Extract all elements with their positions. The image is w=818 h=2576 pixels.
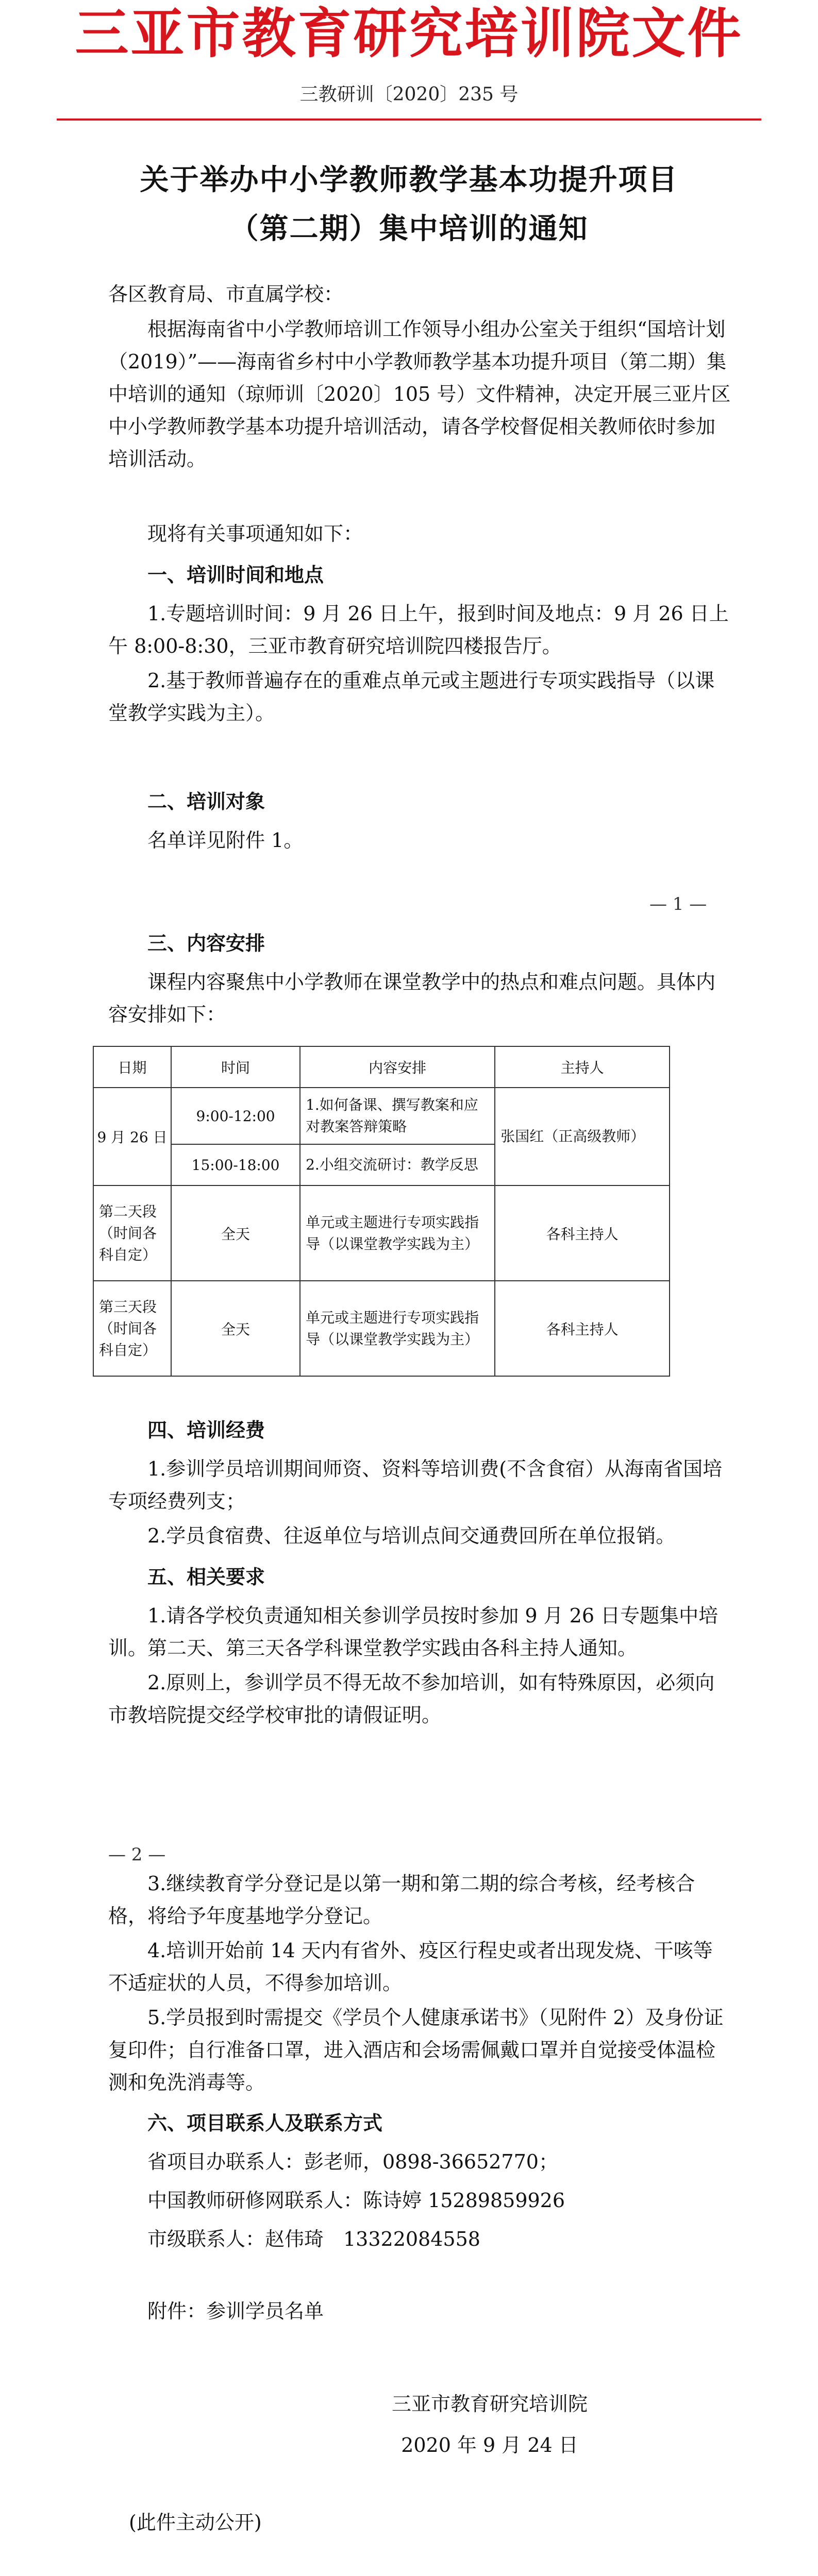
section6-heading: 六、项目联系人及联系方式 bbox=[147, 2112, 383, 2134]
schedule-row3-time: 全天 bbox=[171, 1281, 300, 1376]
section2-heading: 二、培训对象 bbox=[147, 790, 265, 813]
section5-item3: 3.继续教育学分登记是以第一期和第二期的综合考核，经考核合格，将给予年度基地学分登记。 bbox=[108, 1872, 695, 1927]
schedule-header-time: 时间 bbox=[171, 1046, 300, 1088]
section1-item1: 1.专题培训时间：9 月 26 日上午，报到时间及地点：9 月 26 日上午 8:00-8:30，三亚市教育研究培训院四楼报告厅。 bbox=[108, 602, 729, 657]
schedule-header-host: 主持人 bbox=[495, 1046, 670, 1088]
section5-item2: 2.原则上，参训学员不得无故不参加培训，如有特殊原因，必须向市教培院提交经学校审批的请假证明。 bbox=[108, 1671, 715, 1726]
document-number: 三教研训〔2020〕235 号 bbox=[299, 84, 519, 105]
section1-heading: 一、培训时间和地点 bbox=[147, 564, 324, 586]
public-note: (此件主动公开) bbox=[129, 2511, 262, 2534]
schedule-table bbox=[93, 1046, 670, 1377]
intro-paragraph: 根据海南省中小学教师培训工作领导小组办公室关于组织“国培计划（2019）”——海南省乡村中小学教师教学基本功提升项目（第二期）集中培训的通知（琼师训〔2020〕105 号）文件精神，决定开展三亚片区中小学教师教学基本功提升培训活动，请各学校督促相关教师依时参加培训活动。 bbox=[108, 318, 731, 470]
schedule-row3-host: 各科主持人 bbox=[495, 1281, 670, 1376]
contact-provincial: 省项目办联系人：彭老师，0898-36652770； bbox=[147, 2150, 558, 2173]
greeting: 各区教育局、市直属学校： bbox=[108, 283, 344, 306]
contact-national: 中国教师研修网联系人：陈诗婷 15289859926 bbox=[147, 2189, 565, 2212]
section3-heading: 三、内容安排 bbox=[147, 932, 265, 955]
document-header-title: 三亚市教育研究培训院文件 bbox=[75, 2, 743, 65]
section5-item4: 4.培训开始前 14 天内有省外、疫区行程史或者出现发烧、干咳等不适症状的人员，不得参加培训。 bbox=[108, 1939, 713, 1994]
contact-city: 市级联系人：赵伟琦 13322084558 bbox=[147, 2228, 480, 2250]
section4-heading: 四、培训经费 bbox=[147, 1419, 265, 1442]
schedule-row2-time: 全天 bbox=[171, 1185, 300, 1281]
attachment-note: 附件：参训学员名单 bbox=[147, 2300, 324, 2323]
schedule-row3-content: 单元或主题进行专项实践指导（以课堂教学实践为主） bbox=[300, 1281, 495, 1376]
notice-title-line1: 关于举办中小学教师教学基本功提升项目 bbox=[140, 163, 678, 197]
section5-item5: 5.学员报到时需提交《学员个人健康承诺书》（见附件 2）及身份证复印件；自行准备口罩，进入酒店和会场需佩戴口罩并自觉接受体温检测和免洗消毒等。 bbox=[108, 2006, 724, 2094]
schedule-row2-content: 单元或主题进行专项实践指导（以课堂教学实践为主） bbox=[300, 1185, 495, 1281]
section3-text: 课程内容聚焦中小学教师在课堂教学中的热点和难点问题。具体内容安排如下： bbox=[108, 971, 716, 1026]
schedule-row1b-content: 2.小组交流研讨：教学反思 bbox=[300, 1144, 495, 1185]
header-divider bbox=[57, 118, 761, 121]
section5-heading: 五、相关要求 bbox=[147, 1566, 265, 1588]
section4-item2: 2.学员食宿费、往返单位与培训点间交通费回所在单位报销。 bbox=[147, 1524, 676, 1547]
schedule-row3-date: 第三天段（时间各科自定） bbox=[93, 1281, 171, 1376]
schedule-row1a-content: 1.如何备课、撰写教案和应对教案答辩策略 bbox=[300, 1088, 495, 1144]
schedule-row2-host: 各科主持人 bbox=[495, 1185, 670, 1281]
schedule-row1a-time: 9:00-12:00 bbox=[171, 1088, 300, 1144]
section4-item1: 1.参训学员培训期间师资、资料等培训费(不含食宿）从海南省国培专项经费列支； bbox=[108, 1458, 723, 1513]
schedule-row2-date: 第二天段（时间各科自定） bbox=[93, 1185, 171, 1281]
signature-org: 三亚市教育研究培训院 bbox=[391, 2393, 588, 2415]
schedule-row1-date: 9 月 26 日 bbox=[93, 1088, 171, 1185]
section1-item2: 2.基于教师普遍存在的重难点单元或主题进行专项实践指导（以课堂教学实践为主）。 bbox=[108, 669, 715, 724]
schedule-row1-host: 张国红（正高级教师） bbox=[495, 1088, 670, 1185]
schedule-header-date: 日期 bbox=[93, 1046, 171, 1088]
notice-title-line2: （第二期）集中培训的通知 bbox=[229, 212, 589, 246]
schedule-header-content: 内容安排 bbox=[300, 1046, 495, 1088]
section5-item1: 1.请各学校负责通知相关参训学员按时参加 9 月 26 日专题集中培训。第二天、第三天各学科课堂教学实践由各科主持人通知。 bbox=[108, 1604, 719, 1659]
schedule-row1b-time: 15:00-18:00 bbox=[171, 1144, 300, 1185]
signature-date: 2020 年 9 月 24 日 bbox=[401, 2434, 578, 2456]
notice-lead: 现将有关事项通知如下： bbox=[147, 522, 363, 545]
page-number-2: — 2 — bbox=[108, 1844, 166, 1865]
section2-text: 名单详见附件 1。 bbox=[147, 829, 304, 852]
page-number-1: — 1 — bbox=[649, 894, 707, 914]
